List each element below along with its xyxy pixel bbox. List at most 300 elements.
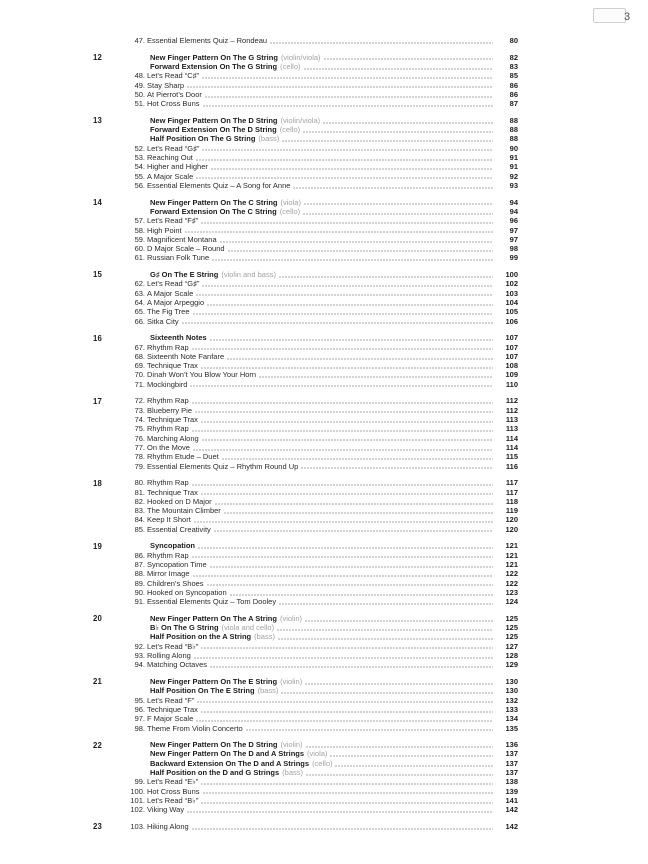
dot-leader [202,439,493,441]
toc-unit-block [93,677,518,733]
toc-rows [129,740,518,814]
page-ref: 125 [505,623,518,633]
song-title: Sitka City [147,316,179,326]
dot-leader [304,203,493,205]
toc-section-header [129,623,518,632]
song-title: Stay Sharp [147,80,185,90]
page-ref: 137 [505,768,518,778]
unit-number: 12 [93,53,103,63]
song-number: 71. [134,379,145,389]
instrument-label: (violin) [279,613,303,623]
page-ref: 116 [505,461,518,471]
instrument-label: (violin/viola) [280,52,321,62]
song-title: Viking Way [147,805,185,815]
page-ref: 98 [509,244,518,254]
toc-section-header [129,768,518,777]
song-number: 89. [134,578,145,588]
song-number: 73. [134,405,145,415]
dot-leader [202,285,493,287]
toc-entry [129,424,518,433]
page-ref: 113 [505,415,518,425]
song-title: On the Move [147,442,190,452]
page-ref: 122 [505,569,518,579]
song-title: Rolling Along [147,651,191,661]
toc-entry [129,551,518,560]
toc-unit-block [93,396,518,470]
instrument-label: (viola) [307,749,328,759]
toc-section-header [129,198,518,207]
dot-leader [205,96,493,98]
page-ref: 114 [505,433,518,443]
toc-section-header [129,116,518,125]
toc-entry [129,343,518,352]
song-number: 59. [134,234,145,244]
page-ref: 121 [505,550,518,560]
section-title: New Finger Pattern On The E String [150,677,278,687]
dot-leader [192,348,493,350]
song-title: The Fig Tree [147,307,190,317]
song-title: Theme From Violin Concerto [147,723,243,733]
song-number: 90. [134,587,145,597]
dot-leader [330,755,493,757]
song-title: D Major Scale – Round [147,244,225,254]
unit-number: 22 [93,740,103,750]
toc-entry [129,81,518,90]
toc-entry [129,317,518,326]
song-title: Let’s Read “G♯” [147,279,200,289]
page-ref: 120 [505,524,518,534]
song-number: 92. [134,641,145,651]
song-number: 47. [134,36,145,45]
dot-leader [305,683,493,685]
song-number: 49. [134,80,145,90]
song-number: 103. [130,821,145,831]
page-ref: 107 [505,351,518,361]
song-title: Mirror Image [147,569,190,579]
page-ref: 122 [505,578,518,588]
instrument-label: (viola and cello) [221,623,275,633]
dot-leader [210,339,493,341]
unit-number: 23 [93,822,103,832]
page-ref: 137 [505,758,518,768]
toc-section-header [129,541,518,550]
section-title: Half Position on the A String [150,632,252,642]
page-ref: 88 [509,125,518,135]
page-ref: 99 [509,253,518,263]
song-number: 99. [134,777,145,787]
toc-unit-block [93,53,518,109]
page-ref: 104 [505,297,518,307]
song-title: Rhythm Rap [147,550,189,560]
song-title: Syncopation Time [147,559,207,569]
dot-leader [306,774,493,776]
toc-entry [129,352,518,361]
dot-leader [335,765,493,767]
page-ref: 91 [509,153,518,163]
song-number: 95. [134,695,145,705]
toc-entry [129,370,518,379]
song-title: Technique Trax [147,704,198,714]
song-title: Marching Along [147,433,199,443]
section-title: New Finger Pattern On The G String [150,52,278,62]
section-title: Half Position on the D and G Strings [150,768,280,778]
toc-unit-block [93,116,518,190]
dot-leader [230,594,493,596]
song-number: 82. [134,496,145,506]
toc-rows [129,396,518,470]
toc-section-header [129,134,518,143]
instrument-label: (bass) [282,768,304,778]
song-number: 53. [134,153,145,163]
song-title: Dinah Won’t You Blow Your Horn [147,370,257,380]
song-number: 72. [134,396,145,406]
dot-leader [201,367,493,369]
page-ref: 97 [509,234,518,244]
page-ref: 107 [505,333,518,343]
dot-leader [211,168,493,170]
section-title: Forward Extension On The G String [150,61,278,71]
song-number: 86. [134,550,145,560]
song-title: The Mountain Climber [147,506,221,516]
page-ref: 106 [505,316,518,326]
instrument-label: (violin and bass) [221,270,276,280]
song-title: Hot Cross Buns [147,99,200,109]
page-ref: 112 [505,405,518,415]
dot-leader [224,512,493,514]
page-ref: 125 [505,632,518,642]
page-ref: 114 [505,442,518,452]
page-ref: 132 [505,695,518,705]
song-title: Rhythm Rap [147,396,189,406]
toc-rows [129,53,518,109]
page-ref: 92 [509,171,518,181]
song-number: 51. [134,99,145,109]
toc-entry [129,406,518,415]
toc-section-header [129,333,518,342]
toc-entry [129,361,518,370]
dot-leader [210,666,493,668]
page-ref: 134 [505,714,518,724]
song-number: 76. [134,433,145,443]
song-title: Children’s Shoes [147,578,204,588]
toc-entry [129,162,518,171]
page-ref: 121 [505,559,518,569]
page-ref: 103 [505,288,518,298]
dot-leader [279,603,493,605]
song-title: A Major Scale [147,288,194,298]
toc-entry [129,380,518,389]
song-number: 54. [134,162,145,172]
dot-leader [195,411,493,413]
toc-entry [129,434,518,443]
page-ref: 121 [505,541,518,551]
dot-leader [203,792,493,794]
dot-leader [192,430,493,432]
song-number: 56. [134,180,145,190]
dot-leader [210,566,493,568]
toc-entry [129,597,518,606]
dot-leader [193,449,493,451]
song-title: Mockingbird [147,379,188,389]
dot-leader [305,620,493,622]
dot-leader [215,503,493,505]
song-number: 102. [130,805,145,815]
page-ref: 85 [509,71,518,81]
page-ref: 130 [505,686,518,696]
toc-section-header [129,632,518,641]
song-title: F Major Scale [147,714,194,724]
song-number: 55. [134,171,145,181]
unit-number: 17 [93,396,103,406]
page-ref: 117 [505,478,518,488]
toc-unit-block [93,333,518,389]
dot-leader [198,547,493,549]
toc-entry [129,396,518,405]
page-ref: 125 [505,613,518,623]
toc-section-header [129,270,518,279]
dot-leader [228,250,493,252]
page-ref: 86 [509,80,518,90]
toc-entry [129,796,518,805]
dot-leader [246,729,493,731]
dot-leader [196,177,493,179]
song-number: 74. [134,415,145,425]
toc-entry [129,488,518,497]
song-title: Hooked on D Major [147,496,212,506]
toc-unit-block [93,478,518,534]
song-title: Essential Elements Quiz – Rhythm Round Up [147,461,299,471]
toc-entry [129,478,518,487]
dot-leader [201,222,493,224]
dot-leader [197,701,493,703]
toc-rows [129,822,518,831]
dot-leader [281,692,493,694]
toc-entry [129,777,518,786]
song-number: 62. [134,279,145,289]
song-title: Hiking Along [147,821,189,831]
toc-entry [129,515,518,524]
song-title: Essential Elements Quiz – Tom Dooley [147,597,277,607]
toc-rows [129,333,518,389]
section-title: B♭ On The G String [150,623,219,633]
dot-leader [207,584,493,586]
dot-leader [303,131,493,133]
page-ref: 142 [505,805,518,815]
page-ref: 83 [509,61,518,71]
song-number: 91. [134,597,145,607]
page-ref: 93 [509,180,518,190]
toc-unit-block [93,740,518,814]
toc-section-header [129,759,518,768]
toc-rows [129,270,518,326]
instrument-label: (cello) [279,206,301,216]
instrument-label: (bass) [257,686,279,696]
toc-entry [129,279,518,288]
song-title: Matching Octaves [147,660,208,670]
page-ref: 142 [505,821,518,831]
toc-entry [129,144,518,153]
song-title: Magnificent Montana [147,234,217,244]
page-ref: 107 [505,342,518,352]
song-number: 61. [134,253,145,263]
toc-entry [129,651,518,660]
dot-leader [193,575,493,577]
song-title: Technique Trax [147,415,198,425]
section-title: New Finger Pattern On The D and A Strings [150,749,305,759]
table-of-contents [93,36,518,831]
song-number: 83. [134,506,145,516]
page-ref: 139 [505,786,518,796]
toc-section-header [129,614,518,623]
section-title: G♯ On The E String [150,270,219,280]
page-number: 3 [624,11,631,23]
toc-entry [129,506,518,515]
dot-leader [194,657,493,659]
toc-entry [129,172,518,181]
page-ref: 128 [505,651,518,661]
song-title: Reaching Out [147,153,193,163]
page-ref: 109 [505,370,518,380]
toc-entry [129,724,518,733]
song-title: High Point [147,225,182,235]
dot-leader [201,802,493,804]
dot-leader [194,521,493,523]
song-number: 63. [134,288,145,298]
toc-entry [129,497,518,506]
unit-number: 18 [93,478,103,488]
toc-section-header [129,53,518,62]
toc-entry [129,244,518,253]
toc-rows [129,614,518,670]
toc-unit-block [93,270,518,326]
page-ref: 87 [509,99,518,109]
toc-entry [129,579,518,588]
section-title: Forward Extension On The C String [150,206,277,216]
song-number: 58. [134,225,145,235]
page-ref: 120 [505,515,518,525]
section-title: New Finger Pattern On The D String [150,115,278,125]
dot-leader [214,530,493,532]
song-title: Let’s Read “F” [147,695,195,705]
page-ref: 110 [505,379,518,389]
unit-number: 19 [93,541,103,551]
toc-entry [129,226,518,235]
section-title: New Finger Pattern On The C String [150,197,278,207]
dot-leader [212,259,493,261]
dot-leader [196,720,493,722]
song-title: Let’s Read “C♯” [147,71,199,81]
dot-leader [192,402,493,404]
dot-leader [190,385,493,387]
dot-leader [293,187,493,189]
toc-unit-block [93,614,518,670]
toc-entry [129,298,518,307]
unit-number: 13 [93,116,103,126]
toc-unit-block [93,822,518,831]
toc-rows [129,36,518,45]
unit-number: 20 [93,614,103,624]
song-title: Hot Cross Buns [147,786,200,796]
song-number: 98. [134,723,145,733]
song-number: 64. [134,297,145,307]
toc-entry [129,181,518,190]
page-ref: 117 [505,487,518,497]
song-title: Let’s Read “F♯” [147,216,199,226]
toc-entry [129,235,518,244]
page-ref: 130 [505,677,518,687]
song-number: 77. [134,442,145,452]
instrument-label: (violin) [280,740,303,750]
dot-leader [193,313,493,315]
song-number: 100. [130,786,145,796]
page-ref: 141 [505,795,518,805]
dot-leader [192,484,493,486]
song-number: 80. [134,478,145,488]
page-corner-tab [593,8,626,23]
dot-leader [304,68,493,70]
dot-leader [201,783,493,785]
unit-number: 16 [93,333,103,343]
page-ref: 118 [505,496,518,506]
song-number: 67. [134,342,145,352]
toc-rows [129,198,518,263]
toc-entry [129,415,518,424]
toc-entry [129,569,518,578]
song-number: 69. [134,361,145,371]
dot-leader [227,358,493,360]
toc-entry [129,452,518,461]
page-ref: 102 [505,279,518,289]
song-title: Let’s Read “G♯” [147,143,200,153]
dot-leader [202,149,493,151]
page-ref: 88 [509,134,518,144]
toc-section-header [129,207,518,216]
section-title: New Finger Pattern On The D String [150,740,278,750]
dot-leader [324,58,493,60]
toc-rows [129,116,518,190]
toc-section-header [129,125,518,134]
song-number: 79. [134,461,145,471]
song-title: A Major Scale [147,171,194,181]
page-ref: 80 [509,36,518,45]
dot-leader [201,421,493,423]
song-title: Technique Trax [147,487,198,497]
toc-entry [129,642,518,651]
instrument-label: (viola) [280,197,301,207]
song-title: Let’s Read “B♭” [147,795,199,805]
song-number: 87. [134,559,145,569]
song-number: 50. [134,89,145,99]
song-number: 66. [134,316,145,326]
instrument-label: (cello) [312,758,333,768]
toc-rows [129,677,518,733]
song-number: 94. [134,660,145,670]
dot-leader [270,42,493,44]
page-ref: 94 [509,206,518,216]
dot-leader [201,711,493,713]
page-ref: 96 [509,216,518,226]
song-title: Rhythm Etude – Duet [147,452,219,462]
toc-entry [129,696,518,705]
toc-entry [129,153,518,162]
song-number: 65. [134,307,145,317]
page-ref: 135 [505,723,518,733]
toc-entry [129,253,518,262]
song-title: Russian Folk Tune [147,253,210,263]
song-number: 93. [134,651,145,661]
section-title: Half Position On The E String [150,686,255,696]
song-number: 68. [134,351,145,361]
